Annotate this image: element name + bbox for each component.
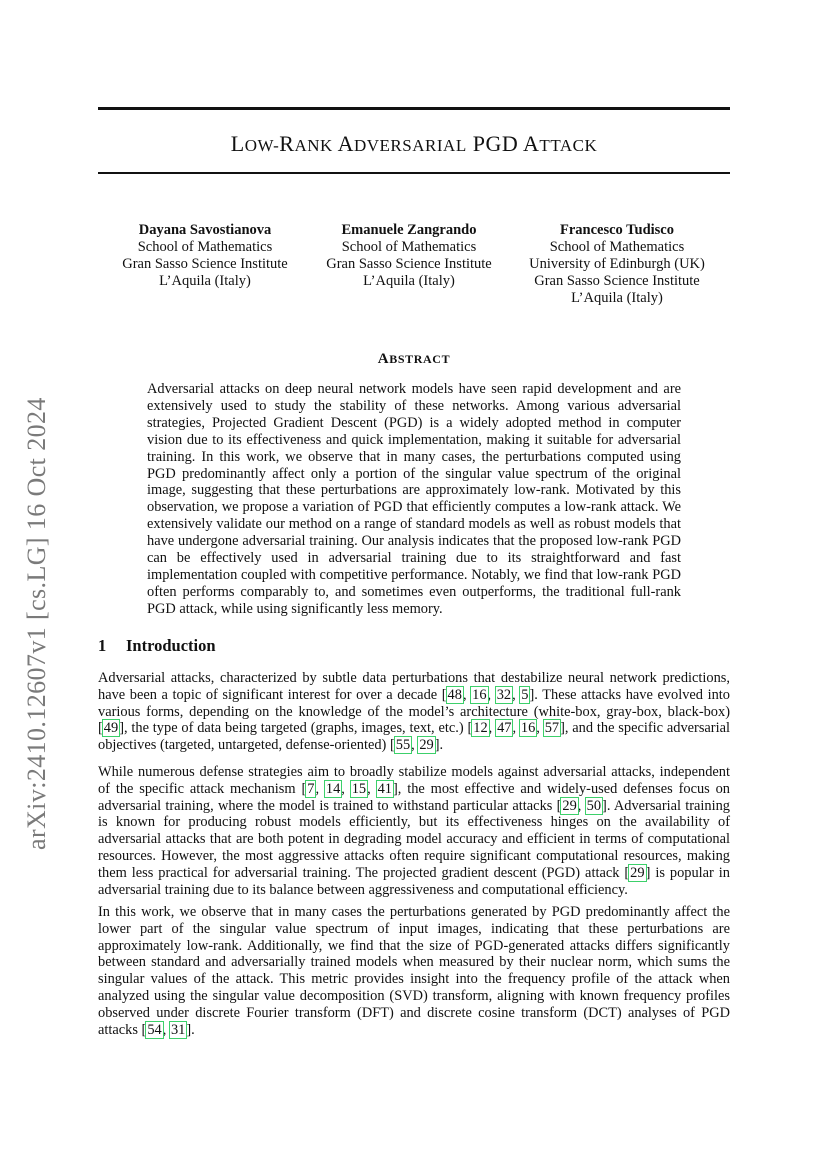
author-name: Dayana Savostianova xyxy=(138,222,272,238)
citation-link[interactable]: 55 xyxy=(395,737,411,754)
abstract-heading xyxy=(98,351,730,368)
abstract-heading-text: ABSTRACT xyxy=(377,351,451,367)
author-affiliation: L’Aquila (Italy) xyxy=(571,290,663,306)
author-affiliation: University of Edinburgh (UK) xyxy=(529,256,705,272)
citation-link[interactable]: 14 xyxy=(325,780,341,797)
paper-title-text: LOW-RANK ADVERSARIAL PGD ATTACK xyxy=(230,131,598,156)
author-affiliation: School of Mathematics xyxy=(549,239,685,255)
author-affiliation: School of Mathematics xyxy=(137,239,273,255)
citation-link[interactable]: 32 xyxy=(496,686,512,703)
arxiv-identifier: arXiv:2410.12607v1 [cs.LG] 16 Oct 2024 xyxy=(22,397,51,850)
citation-link[interactable]: 57 xyxy=(544,720,560,737)
citation-link[interactable]: 47 xyxy=(497,720,512,737)
section-heading xyxy=(98,636,216,656)
citation-link[interactable]: 29 xyxy=(630,864,645,881)
author-affiliation: L’Aquila (Italy) xyxy=(363,273,455,289)
author-affiliation: Gran Sasso Science Institute xyxy=(122,256,288,272)
author-1 xyxy=(104,222,306,290)
citation-link[interactable]: 31 xyxy=(170,1021,186,1038)
author-2 xyxy=(308,222,510,290)
citation-link[interactable]: 29 xyxy=(562,797,577,814)
citation-link[interactable]: 7 xyxy=(307,780,315,797)
citation-link[interactable]: 12 xyxy=(473,720,488,737)
author-affiliation: Gran Sasso Science Institute xyxy=(326,256,492,272)
citation-link[interactable]: 48 xyxy=(447,686,462,703)
citation-link[interactable]: 29 xyxy=(419,737,434,754)
citation-link[interactable]: 54 xyxy=(147,1021,162,1038)
title-rule-bottom xyxy=(98,172,730,174)
author-3 xyxy=(512,222,722,307)
title-rule-top xyxy=(98,107,730,110)
author-affiliation: Gran Sasso Science Institute xyxy=(534,273,700,289)
section-title: Introduction xyxy=(126,636,216,655)
citation-link[interactable]: 5 xyxy=(521,686,529,703)
paper-title xyxy=(98,130,730,160)
author-affiliation: L’Aquila (Italy) xyxy=(159,273,251,289)
intro-paragraph-1: Adversarial attacks, characterized by subtle data perturbations that destabilize neural network predictions, have been a topic of significant interest for over a decade [48, 16, 32, 5]. These attacks have evolved into various forms, depending on the knowledge of the model’s architecture (white-box, gray-box, black-box) [49], the type of data being targeted (graphs, images, text, etc.) [12, 47, 16, 57], and the specific adversarial objectives (targeted, untargeted, defense-oriented) [55, 29]. xyxy=(98,670,730,754)
author-affiliation: School of Mathematics xyxy=(341,239,477,255)
citation-link[interactable]: 16 xyxy=(520,720,536,737)
section-number: 1 xyxy=(98,636,107,655)
author-name: Emanuele Zangrando xyxy=(341,222,477,238)
citation-link[interactable]: 49 xyxy=(103,720,119,737)
abstract-text: Adversarial attacks on deep neural network models have seen rapid development and are extensively used to study the stability of these networks. Among various adversarial strategies, Projected Gradient Descent (PGD) is a widely adopted method in computer vision due to its effectiveness and quick implementation, making it suitable for adversarial training. In this work, we observe that in many cases, the perturbations computed using PGD predominantly affect only a portion of the singular value spectrum of the original image, suggesting that these perturbations are approximately low-rank. Motivated by this observation, we propose a variation of PGD that efficiently computes a low-rank attack. We extensively validate our method on a range of standard models as well as robust models that have undergone adversarial training. Our analysis indicates that the proposed low-rank PGD can be effectively used in adversarial training due to its straightforward and fast implementation coupled with competitive performance. Notably, we find that low-rank PGD often performs comparably to, and sometimes even outperforms, the traditional full-rank PGD attack, while using significantly less memory. xyxy=(147,381,681,617)
intro-paragraph-2: While numerous defense strategies aim to broadly stabilize models against adversarial attacks, independent of the specific attack mechanism [7, 14, 15, 41], the most effective and widely-used defenses focus on adversarial training, where the model is trained to withstand particular attacks [29, 50]. Adversarial training is known for producing robust models efficiently, but its effectiveness hinges on the availability of adversarial attacks that are both potent in degrading model accuracy and efficient in terms of computational resources. However, the most aggressive attacks often require significant computational resources, making them less practical for adversarial training. The projected gradient descent (PGD) attack [29] is popular in adversarial training due to its balance between aggressiveness and computational efficiency. xyxy=(98,764,730,898)
author-name: Francesco Tudisco xyxy=(560,222,674,238)
citation-link[interactable]: 16 xyxy=(472,686,487,703)
citation-link[interactable]: 41 xyxy=(377,780,392,797)
intro-paragraph-3: In this work, we observe that in many cases the perturbations generated by PGD predominantly affect the lower part of the singular value spectrum of input images, indicating that these perturbations are approximately low-rank. Additionally, we find that the size of PGD-generated attacks differs significantly between standard and adversarially trained models when measured by their nuclear norm, which sums the singular values of the attack. This metric provides insight into the frequency profile of the attack when analyzed using the singular value decomposition (SVD) transform, aligning with known frequency profiles observed under discrete Fourier transform (DFT) and discrete cosine transform (DCT) analyses of PGD attacks [54, 31]. xyxy=(98,904,730,1038)
citation-link[interactable]: 50 xyxy=(586,797,602,814)
citation-link[interactable]: 15 xyxy=(351,780,367,797)
